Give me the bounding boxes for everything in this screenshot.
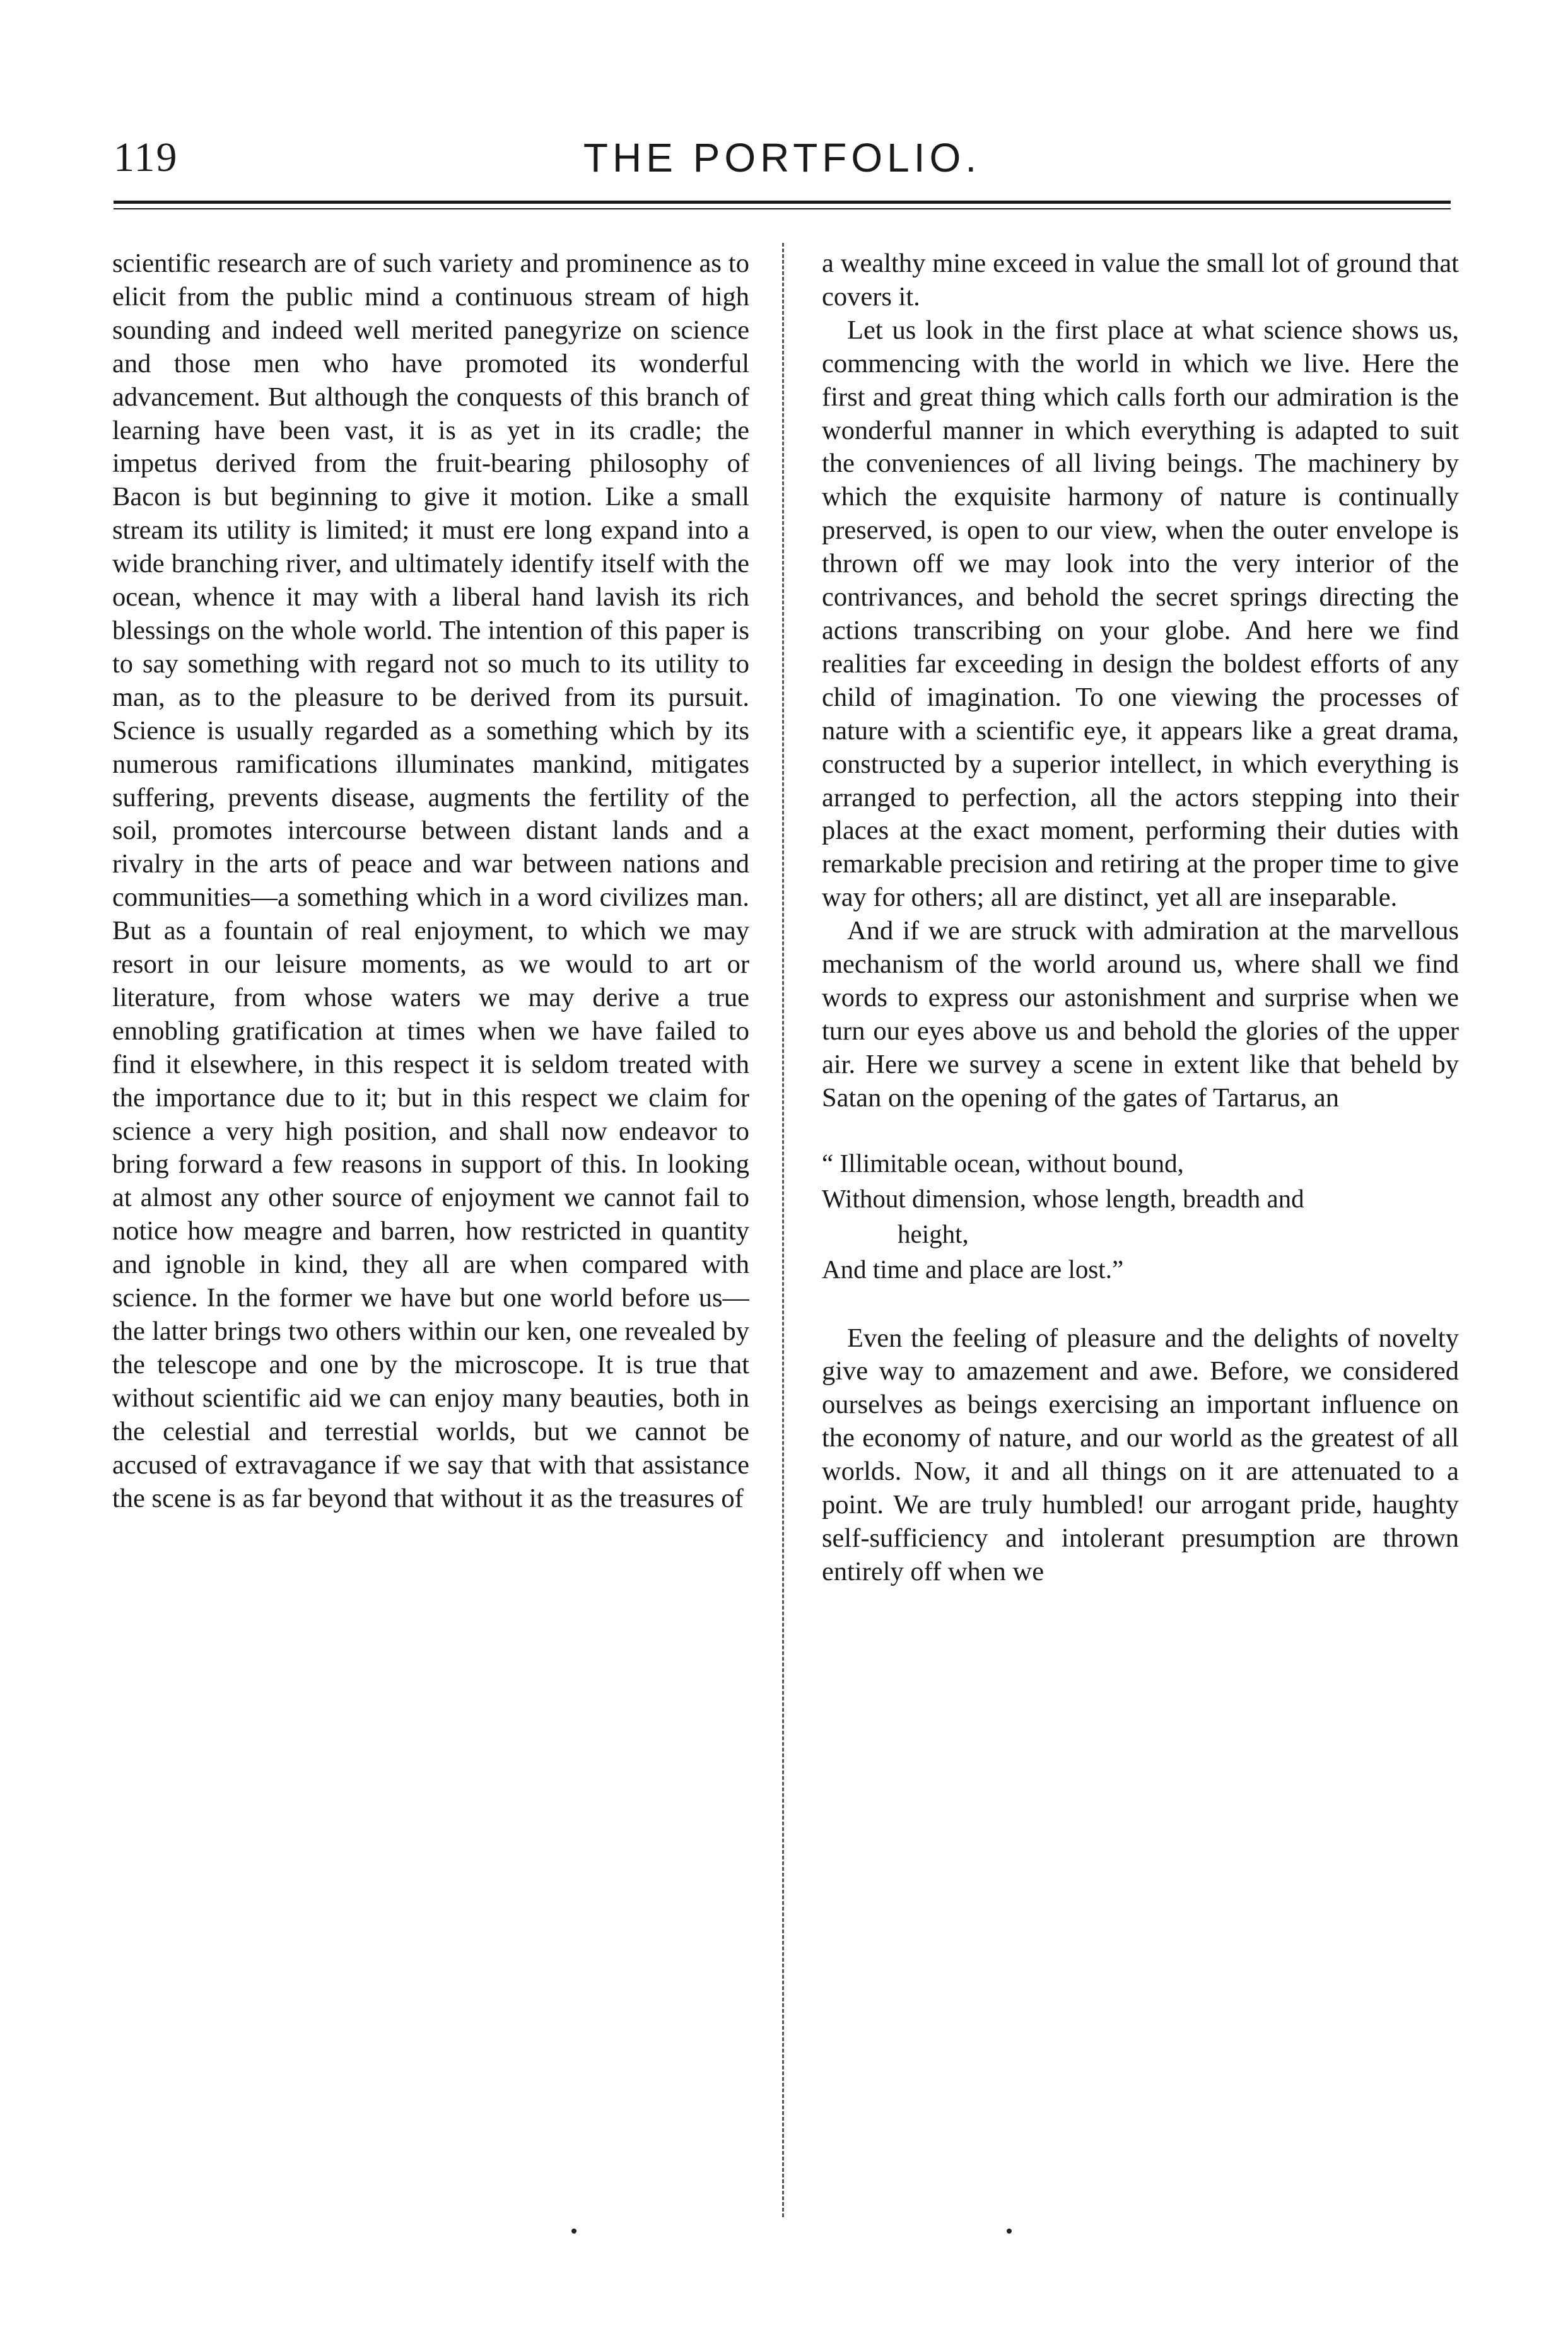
print-speck: [571, 2229, 576, 2234]
header-rule-thick: [114, 201, 1451, 204]
page-number: 119: [114, 134, 178, 180]
left-column: [112, 247, 749, 2215]
quote-line: Without dimension, whose length, breadth and: [822, 1183, 1304, 1213]
right-paragraph-3: And if we are struck with admiration at the marvellous mechanism of the world around us, where shall we find words to express our astonishment and surprise when we turn our eyes above us and behold the glories of the upper air. Here we survey a scene in extent like that beheld by Satan on the opening of the gates of Tartarus, an: [822, 916, 1459, 1113]
running-title: THE PORTFOLIO.: [583, 135, 981, 180]
header-rule-thin: [114, 208, 1451, 209]
page-header: [114, 129, 1451, 199]
right-column: [822, 247, 1459, 2215]
quote-line: “ Illimitable ocean, without bound,: [822, 1148, 1184, 1178]
left-paragraph: scientific research are of such variety and prominence as to elicit from the public mind a continuous stream of high sounding and indeed well merited panegyrize on science and those men who have promoted its wonderful advancement. But although the conquests of this branch of learning have been vast, it is as yet in its cradle; the impetus derived from the fruit-bearing philosophy of Bacon is but beginning to give it motion. Like a small stream its utility is limited; it must ere long expand into a wide branching river, and ultimately identify itself with the ocean, whence it may with a liberal hand lavish its rich blessings on the whole world. The intention of this paper is to say something with regard not so much to its utility to man, as to the pleasure to be derived from its pursuit. Science is usually regarded as a something which by its numerous ramifications illuminates mankind, mitigates suffering, prevents disease, augments the fertility of the soil, promotes intercourse between distant lands and a rivalry in the arts of peace and war between nations and communities—a something which in a word civilizes man. But as a fountain of real enjoyment, to which we may resort in our leisure moments, as we would to art or literature, from whose waters we may derive a true ennobling gratification at times when we have failed to find it elsewhere, in this respect it is seldom treated with the importance due to it; but in this respect we claim for science a very high position, and shall now endeavor to bring forward a few reasons in support of this. In looking at almost any other source of enjoyment we cannot fail to notice how meagre and barren, how restricted in quantity and ignoble in kind, they all are when compared with science. In the former we have but one world before us—the latter brings two others within our ken, one revealed by the telescope and one by the microscope. It is true that without scientific aid we can enjoy many beauties, both in the celestial and terrestial worlds, but we cannot be accused of extravagance if we say that with that assistance the scene is as far beyond that without it as the treasures of: [112, 249, 749, 1513]
print-speck: [1007, 2229, 1012, 2234]
right-paragraph-2: Let us look in the first place at what science shows us, commencing with the world in which we live. Here the first and great thing which calls forth our admiration is the wonderful manner in which everything is adapted to suit the conveniences of all living beings. The machinery by which the exquisite harmony of nature is continually preserved, is open to our view, when the outer envelope is thrown off we may look into the very interior of the contrivances, and behold the secret springs directing the actions transcribing on your globe. And here we find realities far exceeding in design the boldest efforts of any child of imagination. To one viewing the processes of nature with a scientific eye, it appears like a great drama, constructed by a superior intellect, in which everything is arranged to perfection, all the actors stepping into their places at the exact moment, performing their duties with remarkable precision and retiring at the proper time to give way for others; all are distinct, yet all are inseparable.: [822, 315, 1459, 913]
milton-quotation: [822, 1145, 1459, 1287]
quote-line: height,: [898, 1219, 969, 1248]
right-paragraph-4: Even the feeling of pleasure and the delights of novelty give way to amazement and awe. Before, we considered ourselves as beings exercising an important influence on the economy of nature, and our world as the greatest of all worlds. Now, it and all things on it are attenuated to a point. We are truly humbled! our arrogant pride, haughty self-sufficiency and intolerant presumption are thrown entirely off when we: [822, 1323, 1459, 1586]
column-divider: [782, 243, 784, 2217]
right-paragraph-1: a wealthy mine exceed in value the small lot of ground that covers it.: [822, 249, 1459, 312]
quote-line: And time and place are lost.”: [822, 1254, 1124, 1284]
